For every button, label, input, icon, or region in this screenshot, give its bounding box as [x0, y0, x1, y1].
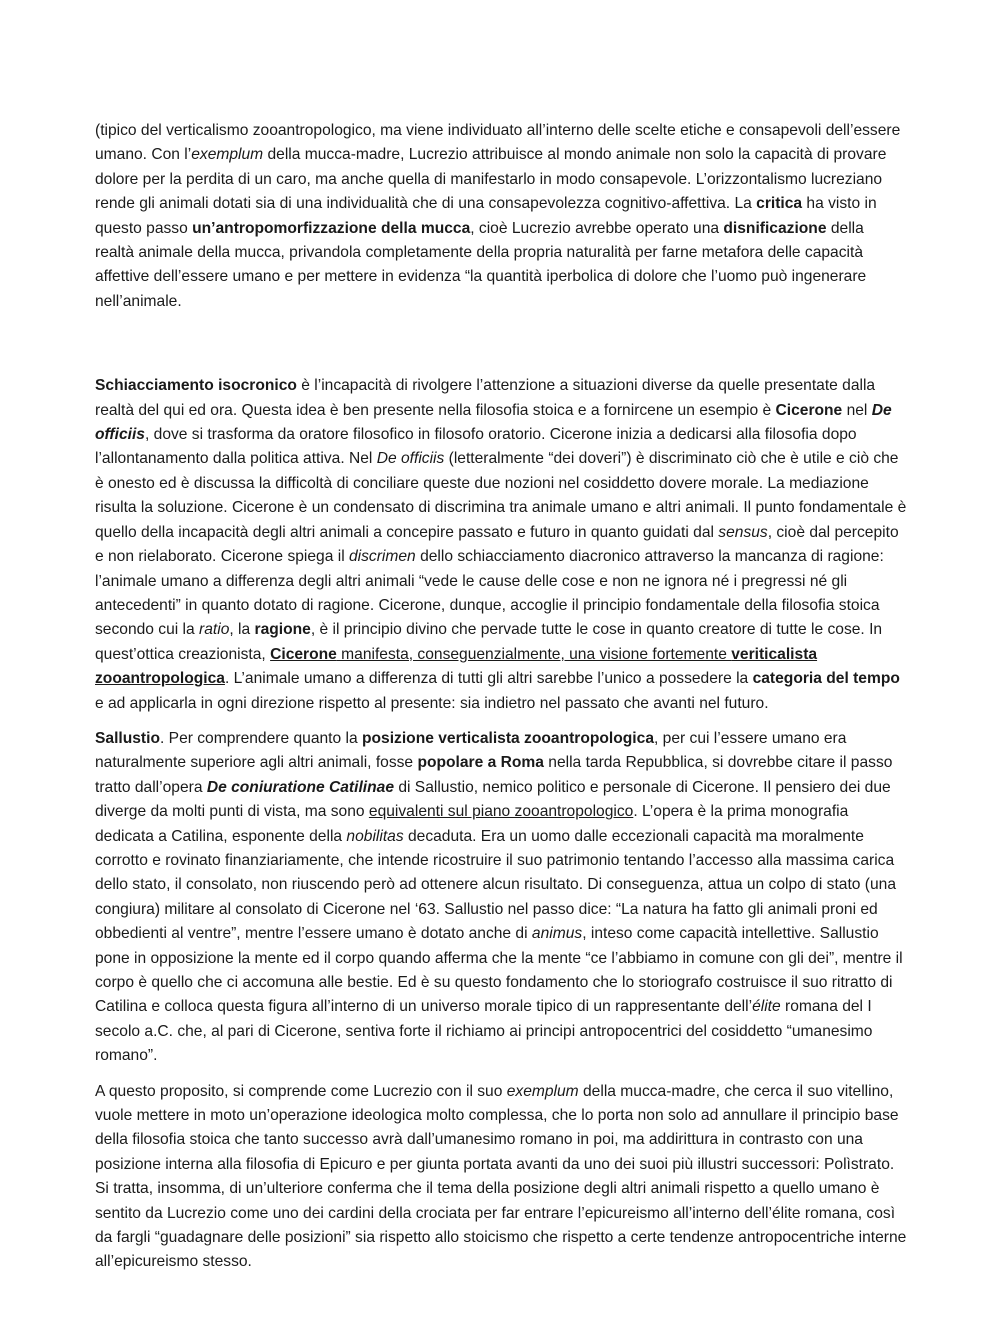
text-run: della realtà animale della mucca, privandola completamente della propria naturalità per farne metafora delle capacità affettive dell’essere umano e per mettere in evidenza “la quantità iperbolica di dolore che l’uomo può ingenerare nell’animale. [95, 219, 867, 310]
text-run: è l’incapacità di rivolgere l’attenzione a situazioni diverse da quelle presentate dalla realtà del qui ed ora. Questa idea è ben presente nella filosofia stoica e a fornircene un esempio è [95, 377, 876, 419]
text-run: della mucca-madre, che cerca il suo vitellino, vuole mettere in moto un’operazione ideologica molto complessa, che lo porta non solo ad annullare il principio base della filosofia stoica che tanto successo avrà dall’umanesimo romano in poi, ma addirittura in contrasto con una posizione interna alla filosofia di Epicuro e per giunta portata avanti da uno dei suoi più illustri successori: Polìstrato. Si tratta, insomma, di un’ulteriore conferma che il tema della posizione degli altri animali rispetto a quello umano è sentito da Lucrezio come uno dei cardini della crociata per far entrare l’epicureismo all’interno dell’élite romana, così da fargli “guadagnare delle posizioni” sia rispetto allo stoicismo che rispetto a certe tendenze antropocentriche interne all’epicureismo stesso. [95, 1082, 907, 1271]
text-run: exemplum [506, 1082, 579, 1100]
text-run: posizione verticalista zooantropologica [361, 729, 654, 747]
text-run: veriticalista zooantropologica [95, 645, 818, 688]
text-run: , è il principio divino che pervade tutte le cose in quanto creatore di tutte le cose. In quest’ottica creazionista, [95, 621, 883, 663]
text-run: nobilitas [346, 827, 404, 845]
text-run: manifesta, conseguenzialmente, una visione fortemente [336, 645, 732, 663]
text-run: critica [756, 195, 803, 213]
paragraph-schiacciamento-isocronico [95, 374, 907, 716]
text-run: ha visto in questo passo [95, 195, 877, 237]
text-run: nella tarda Repubblica, si dovrebbe citare il passo tratto dall’opera [95, 754, 893, 796]
text-run: di Sallustio, nemico politico e personale di Cicerone. Il pensiero dei due diverge da molti punti di vista, ma sono [95, 778, 891, 821]
text-run: un’antropomorfizzazione della mucca [192, 219, 471, 237]
text-run: Sallustio [95, 729, 160, 747]
text-run: dello schiacciamento diacronico attraverso la mancanza di ragione: l’animale umano a differenza degli altri animali “vede le cause delle cose e non ne ignora né i pregressi né gli antecedenti” in quanto dotato di ragione. Cicerone, dunque, accoglie il principio fondamentale della filosofia stoica secondo cui la [95, 548, 884, 639]
text-run: equivalenti sul piano zooantropologico [368, 803, 634, 821]
text-run: exemplum [191, 146, 264, 164]
text-run: Cicerone [775, 401, 843, 419]
text-run: popolare a Roma [417, 754, 544, 772]
text-run: , per cui l’essere umano era naturalmente superiore agli altri animali, fosse [95, 729, 847, 772]
text-run: decaduta. Era un uomo dalle eccezionali capacità ma moralmente corrotto e rovinato finanziariamente, che intende ricostruire il suo patrimonio tentando l’accesso alla massima carica dello stato, il consolato, non riuscendo però ad ottenere alcun risultato. Di conseguenza, attua un colpo di stato (una congiura) militare al consolato di Cicerone nel ‘63. Sallustio nel passo dice: “La natura ha fatto gli animali proni ed obbedienti al ventre”, mentre l’essere umano è dotato anche di [95, 827, 896, 943]
text-run: categoria del tempo [752, 670, 900, 688]
text-run: ragione [254, 621, 311, 639]
text-run: (tipico del verticalismo zooantropologico, ma viene individuato all’interno delle scelte etiche e consapevoli dell’essere umano. Con l’ [95, 122, 901, 164]
text-run: romana del I secolo a.C. che, al pari di Cicerone, sentiva forte il richiamo ai principi antropocentrici del cosiddetto “umanesimo romano”. [95, 998, 873, 1065]
text-run: . Per comprendere quanto la [160, 729, 362, 747]
text-run: discrimen [349, 548, 416, 566]
text-run: De officiis [376, 450, 445, 468]
text-run: , dove si trasforma da oratore filosofico in filosofo oratorio. Cicerone inizia a dedicarsi alla filosofia dopo l’allontanamento dalla politica attiva. Nel [95, 426, 857, 468]
text-run: De coniuratione Catilinae [206, 778, 394, 796]
text-run: , inteso come capacità intellettive. Sallustio pone in opposizione la mente ed il corpo quando afferma che la mente “ce l’abbiamo in comune con gli dei”, mentre il corpo è quello che ci accomuna alle bestie. Ed è su questo fondamento che lo storiografo costruisce il suo ritratto di Catilina e colloca questa figura all’interno di un universo morale tipico di un rappresentante dell’ [95, 925, 903, 1016]
text-run: disnificazione [723, 219, 827, 237]
text-run: della mucca-madre, Lucrezio attribuisce al mondo animale non solo la capacità di provare dolore per la perdita di un caro, ma anche quella di manifestarlo in modo consapevole. L’orizzontalismo lucreziano rende gli animali dotati sia di una individualità che di una consapevolezza cognitivo-affettiva. La [95, 146, 887, 213]
text-run: , la [229, 621, 255, 639]
section-gap [95, 325, 907, 374]
paragraph-lucrezio-exemplum [95, 1080, 907, 1275]
text-run: animus [531, 925, 583, 943]
text-run: sensus [718, 523, 768, 541]
text-run: élite [752, 998, 781, 1016]
text-run: De officiis [95, 401, 892, 444]
text-run: , cioè dal percepito e non rielaborato. Cicerone spiega il [95, 523, 899, 566]
paragraph-lucrezio-orizzontalismo [95, 119, 907, 314]
text-run: . L’animale umano a differenza di tutti gli altri sarebbe l’unico a possedere la [224, 670, 753, 688]
text-run: Schiacciamento isocronico [95, 377, 297, 395]
text-run: ratio [199, 621, 230, 639]
document-page [95, 119, 907, 1286]
text-run: A questo proposito, si comprende come Lucrezio con il suo [95, 1082, 507, 1100]
text-run: Cicerone [270, 645, 337, 663]
text-run: , cioè Lucrezio avrebbe operato una [470, 219, 724, 237]
paragraph-sallustio [95, 727, 907, 1069]
text-run: e ad applicarla in ogni direzione rispetto al presente: sia indietro nel passato che avanti nel futuro. [95, 694, 769, 712]
text-run: . L’opera è la prima monografia dedicata a Catilina, esponente della [95, 803, 849, 845]
text-run: nel [842, 401, 872, 419]
text-run: (letteralmente “dei doveri”) è discriminato ciò che è utile e ciò che è onesto ed è discussa la difficoltà di conciliare queste due nozioni nel cosiddetto dovere morale. La mediazione risulta la soluzione. Cicerone è un condensato di discrimina tra animale umano e altri animali. Il punto fondamentale è quello della incapacità degli altri animali a concepire passato e futuro in quanto guidati dal [95, 450, 907, 541]
